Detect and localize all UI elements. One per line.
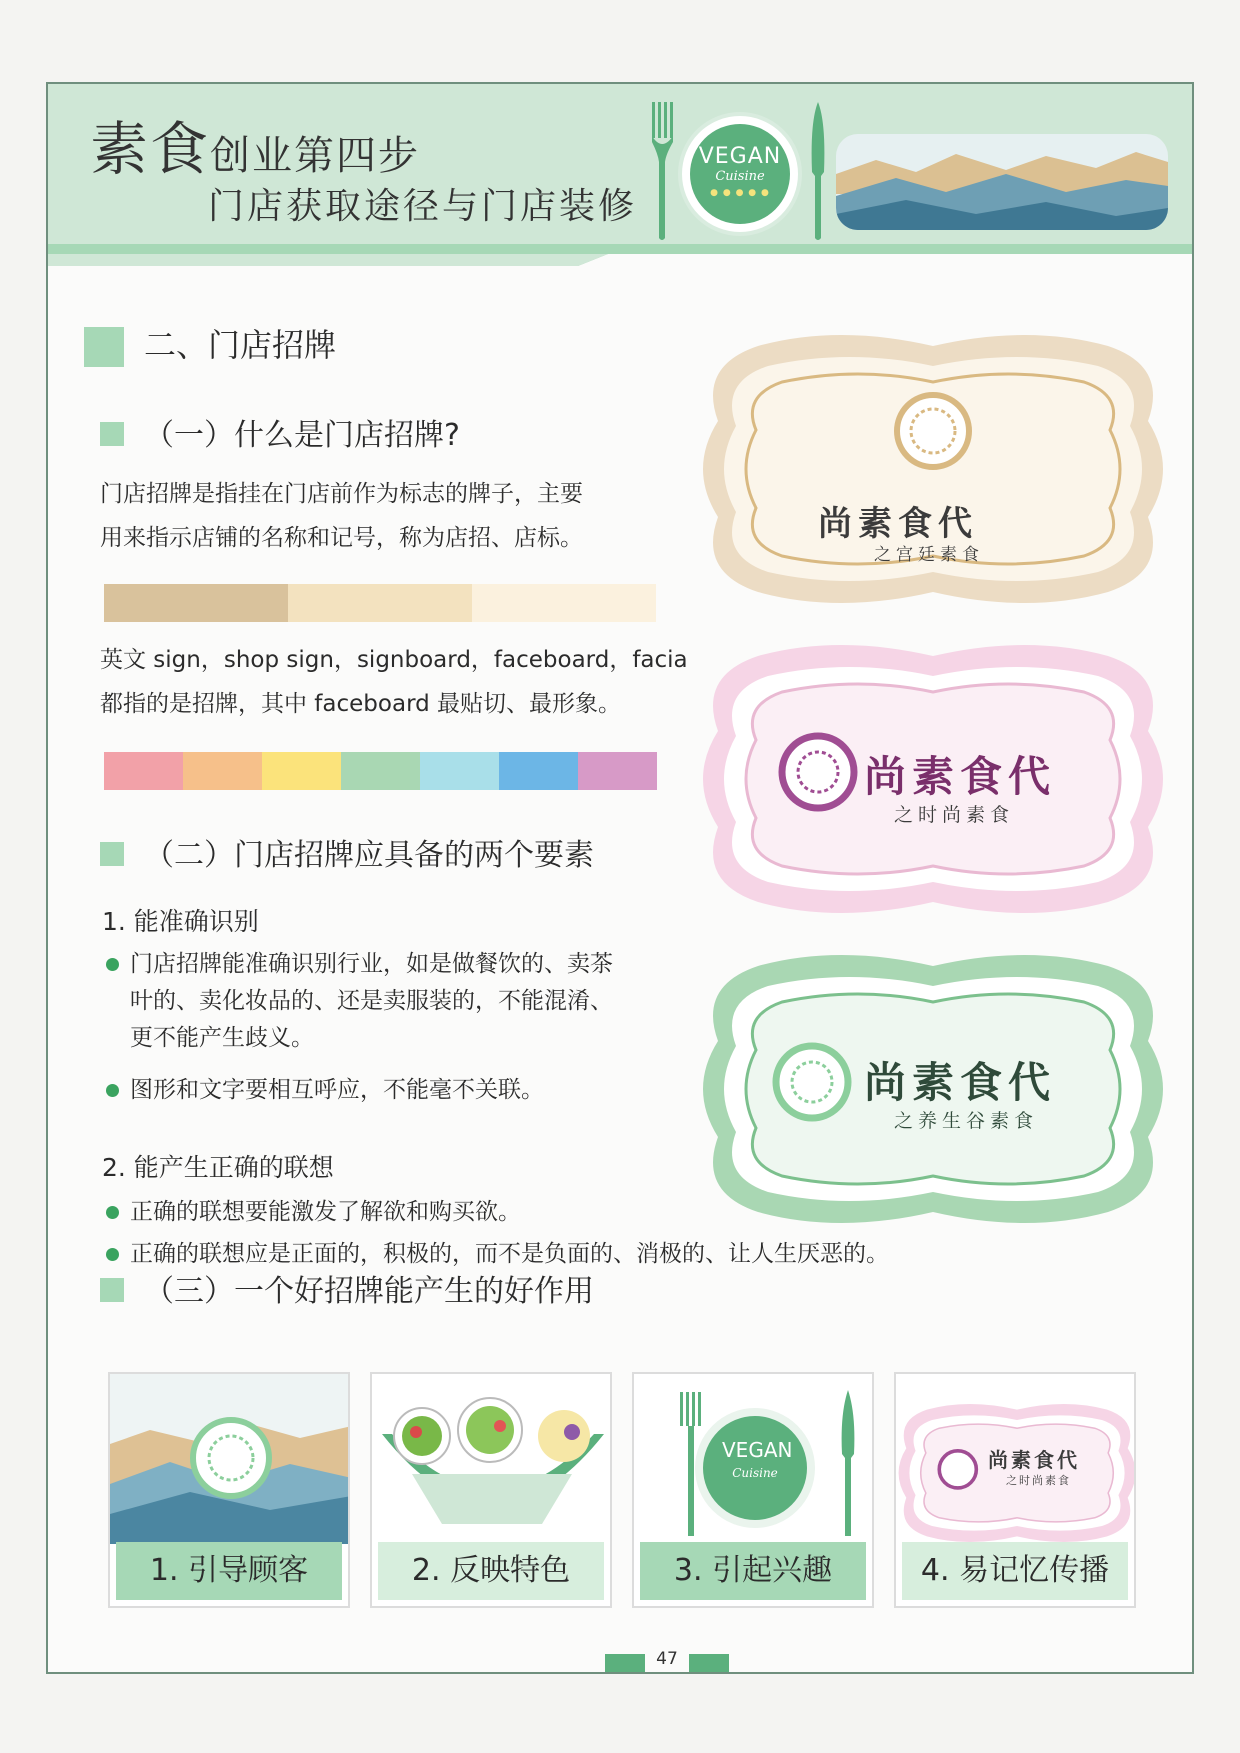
heading-square-icon: [84, 327, 124, 367]
bullet-line: 图形和文字要相互呼应，不能毫不关联。: [130, 1077, 544, 1103]
page-number-bar-left: [605, 1654, 645, 1672]
sign-frame-beige: [698, 326, 1168, 612]
color-swatch: [104, 752, 183, 790]
color-swatch: [578, 752, 657, 790]
sign-example-pink: [698, 636, 1168, 922]
benefit-card-label: 3. 引起兴趣: [640, 1542, 866, 1600]
color-swatch: [183, 752, 262, 790]
color-swatch: [420, 752, 499, 790]
subheading-2: [100, 830, 594, 874]
card-sign-name: 尚素食代: [988, 1448, 1080, 1472]
sign-beige-subtitle: 之宫廷素食: [874, 545, 984, 565]
color-swatch: [472, 584, 656, 622]
page-number-bar-right: [689, 1654, 729, 1672]
benefit-card-4: [894, 1372, 1136, 1608]
fork-icon: [652, 102, 674, 242]
point-1-title: 1. 能准确识别: [102, 907, 259, 936]
paragraph-line: 门店招牌是指挂在门店前作为标志的牌子，主要: [100, 481, 583, 507]
definition-paragraph: [100, 472, 583, 560]
subheading-3: [100, 1266, 594, 1310]
header-divider: [48, 244, 1192, 266]
section-heading: [84, 320, 336, 367]
vegan-dots-icon: ● ● ● ● ●: [710, 188, 770, 198]
chapter-title: [90, 102, 420, 186]
bullet-line: 更不能产生歧义。: [130, 1025, 314, 1051]
subheading-square-icon: [100, 1278, 124, 1302]
benefit-card-label: 1. 引导顾客: [116, 1542, 342, 1600]
color-swatch: [499, 752, 578, 790]
subheading-square-icon: [100, 422, 124, 446]
bullet-line: 叶的、卖化妆品的、还是卖服装的，不能混淆、: [130, 988, 613, 1014]
color-swatch: [262, 752, 341, 790]
landscape-logo-image: [110, 1374, 350, 1544]
benefit-card-2: [370, 1372, 612, 1608]
sign-pink-subtitle: 之时尚素食: [894, 804, 1015, 826]
card-sign-subtitle: 之时尚素食: [1006, 1474, 1071, 1487]
bullet-item: [130, 1072, 544, 1109]
sign-green-name: 尚素食代: [864, 1058, 1057, 1107]
page-number: [605, 1648, 729, 1674]
subheading-1-text: （一）什么是门店招牌?: [144, 418, 460, 453]
chapter-subtitle: 门店获取途径与门店装修: [208, 186, 638, 227]
english-terms-paragraph: [100, 638, 688, 726]
landscape-image: [836, 134, 1168, 230]
benefit-card-label: 4. 易记忆传播: [902, 1542, 1128, 1600]
bullet-item: [130, 1194, 521, 1231]
color-swatch: [341, 752, 420, 790]
vegan-logo-word: VEGAN: [698, 144, 782, 169]
color-swatch: [288, 584, 472, 622]
subheading-3-text: （三）一个好招牌能产生的好作用: [144, 1274, 594, 1309]
page-number-text: 47: [656, 1649, 678, 1669]
color-swatch: [104, 584, 288, 622]
section-heading-text: 二、门店招牌: [144, 326, 337, 364]
beige-color-palette: [104, 584, 656, 622]
sign-green-subtitle: 之养生谷素食: [894, 1110, 1039, 1132]
bullet-line: 门店招牌能准确识别行业，如是做餐饮的、卖茶: [130, 951, 613, 977]
vegan-logo-cuisine: Cuisine: [715, 169, 765, 184]
point-2-title: 2. 能产生正确的联想: [102, 1153, 334, 1182]
vegan-logo: [678, 112, 802, 236]
sign-example-green: [698, 946, 1168, 1232]
bullet-line: 正确的联想应是正面的，积极的，而不是负面的、消极的、让人生厌恶的。: [130, 1241, 889, 1267]
subheading-2-text: （二）门店招牌应具备的两个要素: [144, 838, 594, 873]
benefit-card-label: 2. 反映特色: [378, 1542, 604, 1600]
paragraph-line: 都指的是招牌，其中 faceboard 最贴切、最形象。: [100, 691, 622, 717]
bullet-dot-icon: [106, 1084, 119, 1097]
bullet-dot-icon: [106, 1206, 119, 1219]
bullet-dot-icon: [106, 958, 119, 971]
benefit-card-1: [108, 1372, 350, 1608]
sign-pink-name: 尚素食代: [864, 752, 1057, 801]
food-bowl-image: [372, 1374, 612, 1544]
sign-beige-name: 尚素食代: [818, 504, 978, 544]
card-vegan-cuisine: Cuisine: [732, 1466, 778, 1480]
page-header: [48, 84, 1192, 254]
subheading-1: [100, 410, 460, 454]
rainbow-color-palette: [104, 752, 657, 790]
bullet-line: 正确的联想要能激发了解欲和购买欲。: [130, 1199, 521, 1225]
benefit-card-3: [632, 1372, 874, 1608]
page: [46, 82, 1194, 1674]
paragraph-line: 用来指示店铺的名称和记号，称为店招、店标。: [100, 525, 583, 551]
chapter-title-big: 素食: [90, 115, 211, 183]
knife-icon: [810, 102, 826, 242]
bullet-item: [130, 946, 613, 1057]
sign-example-beige: [698, 326, 1168, 612]
subheading-square-icon: [100, 842, 124, 866]
bullet-dot-icon: [106, 1248, 119, 1261]
chapter-title-rest: 创业第四步: [210, 133, 421, 179]
paragraph-line: 英文 sign，shop sign，signboard，faceboard，facia: [100, 647, 688, 673]
card-vegan-word: VEGAN: [722, 1438, 793, 1462]
